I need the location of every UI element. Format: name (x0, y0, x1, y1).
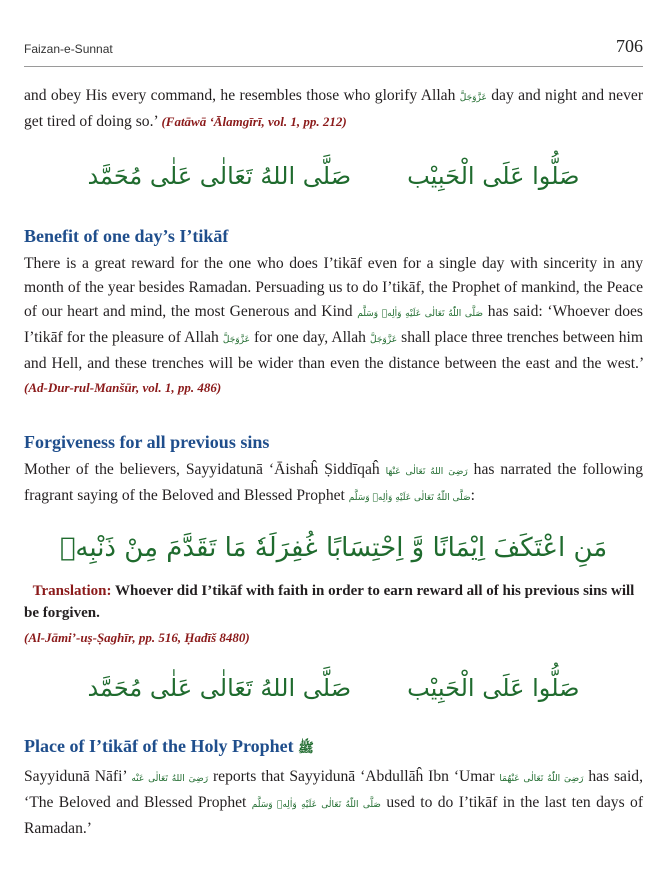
place-heading-text: Place of I’tikāf of the Holy Prophet (24, 736, 294, 756)
honorific-prophet: صَلَّى اللّٰهُ تَعَالٰی عَلَيْهِ وَاٰلِهٖ وَسَلَّم (251, 800, 381, 810)
salutation-line (24, 156, 643, 196)
salutation-line-2 (24, 668, 643, 708)
honorific-aisha: رَضِیَ اللهُ تَعَالٰی عَنْهَا (385, 467, 468, 477)
salutation-part-2: صَلَّى اللهُ تَعَالٰى عَلٰى مُحَمَّد (87, 162, 352, 190)
honorific-allah: عَزَّوَجَلَّ (459, 93, 487, 103)
translation (24, 580, 643, 624)
page-content (24, 84, 643, 841)
section-heading-forgiveness: Forgiveness for all previous sins (24, 432, 270, 452)
hadith-citation-line (24, 626, 643, 650)
benefit-text-b: has said: ‘Whoever does I’tikāf for the pleasure of Allah (24, 303, 644, 346)
section-heading-benefit: Benefit of one day’s I’tikāf (24, 226, 229, 246)
translation-text: Whoever did I’tikāf with faith in order to earn reward all of his previous sins will be forgiven. (24, 583, 635, 621)
place-text-b: reports that Sayyidunā ‘Abdullāĥ Ibn ‘Umar (212, 768, 495, 785)
honorific-prophet: صَلَّى اللّٰهُ تَعَالٰی عَلَيْهِ وَاٰلِهٖ وَسَلَّم (348, 493, 471, 503)
place-paragraph (24, 765, 643, 841)
forgiveness-paragraph (24, 458, 643, 510)
forgiveness-text-b: has narrated the following fragrant saying of the Beloved and Blessed Prophet (24, 461, 644, 504)
benefit-paragraph (24, 252, 643, 400)
forgiveness-text-c: : (470, 487, 476, 504)
honorific-prophet: صَلَّى اللّٰهُ تَعَالٰی عَلَيْهِ وَاٰلِهٖ وَسَلَّم (357, 309, 484, 319)
salutation-part-1: صَلُّوا عَلَى الْحَبِيْب (407, 162, 580, 190)
salutation-part-2: صَلَّى اللهُ تَعَالٰى عَلٰى مُحَمَّد (87, 674, 352, 702)
honorific-allah: عَزَّوَجَلَّ (222, 335, 250, 345)
place-text-d: used to do I’tikāf in the last ten days of Ramadan.’ (24, 794, 644, 837)
running-header (24, 38, 643, 67)
page-number: 706 (616, 36, 643, 56)
intro-text: and obey His every command, he resembles those who glorify Allah (24, 87, 456, 104)
citation: (Al-Jāmi’-uṣ-Ṣaghīr, pp. 516, Ḥadīš 8480) (24, 630, 250, 645)
forgiveness-text-a: Mother of the believers, Sayyidatunā ‘Āishaĥ Ṣiddīqaĥ (24, 461, 380, 478)
benefit-text-d: shall place three trenches between him and Hell, and these trenches will be wider than even the distance between the east and the west.’ (24, 329, 643, 372)
salutation-part-1: صَلُّوا عَلَى الْحَبِيْب (407, 674, 580, 702)
hadith-arabic: مَنِ اعْتَكَفَ اِيْمَانًا وَّ اِحْتِسَابًا غُفِرَلَهٗ مَا تَقَدَّمَ مِنْ ذَنْبِهٖ (59, 533, 608, 563)
honorific-umar: رَضِیَ اللّٰهُ تَعَالٰی عَنْهُمَا (499, 774, 584, 784)
honorific-prophet-heading: ﷺ (298, 741, 314, 756)
benefit-text-a: There is a great reward for the one who does I’tikāf even for a single day with sincerity in any month of the year besides Ramadan. Persuading us to do I’tikāf, the Prophet of mankind, the Peace of our heart and mind, the most Generous and Kind (24, 255, 643, 320)
book-title: Faizan-e-Sunnat (24, 42, 113, 56)
intro-text-2: day and night and never get tired of doing so.’ (24, 87, 644, 130)
benefit-text-c: for one day, Allah (253, 329, 366, 346)
honorific-nafi: رَضِیَ اللهُ تَعَالٰی عَنْه (131, 774, 209, 784)
place-text-c: has said, ‘The Beloved and Blessed Prophet (24, 768, 643, 811)
citation: (Fatāwā ‘Ālamgīrī, vol. 1, pp. 212) (161, 114, 347, 129)
honorific-allah: عَزَّوَجَلَّ (370, 335, 398, 345)
place-text-a: Sayyidunā Nāfi’ (24, 768, 127, 785)
citation: (Ad-Dur-rul-Manšūr, vol. 1, pp. 486) (24, 380, 222, 395)
section-heading-place (24, 734, 643, 761)
intro-paragraph (24, 84, 643, 134)
translation-label: Translation: (32, 583, 112, 599)
